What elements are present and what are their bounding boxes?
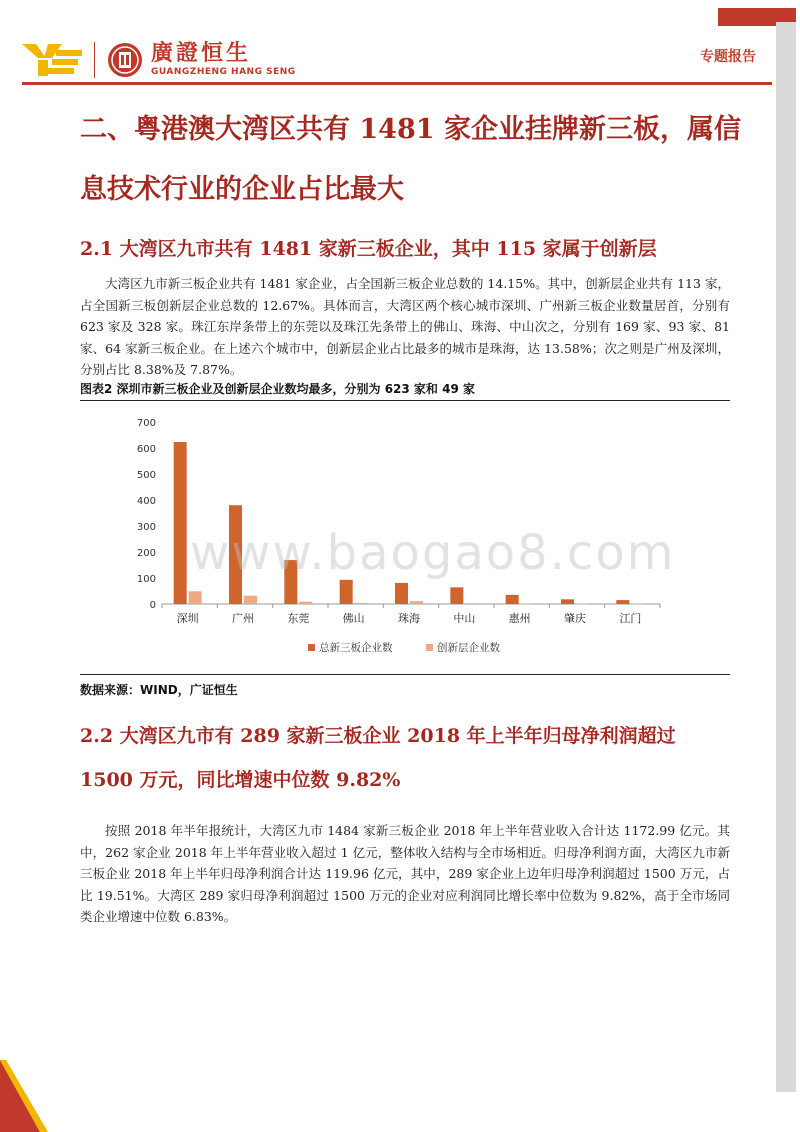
x-tick-label: 肇庆	[564, 612, 586, 625]
bar-total	[561, 599, 574, 604]
y-tick-label: 400	[136, 496, 156, 507]
seal-logo-icon	[107, 42, 143, 78]
bar-total	[450, 587, 463, 604]
x-tick-label: 惠州	[508, 612, 531, 625]
figure-source: 数据来源：WIND，广证恒生	[80, 674, 730, 698]
legend-swatch	[426, 644, 433, 651]
bar-innovation	[576, 604, 589, 605]
bar-total	[395, 583, 408, 604]
x-tick-label: 佛山	[342, 612, 365, 625]
bar-total	[616, 600, 629, 604]
bar-innovation	[355, 603, 368, 604]
paragraph-2: 按照 2018 年半年报统计，大湾区九市 1484 家新三板企业 2018 年上半年营业收入合计达 1172.99 亿元。其中，262 家企业 2018 年上半年营业收入超过 1 亿元，整体收入结构与全市场相近。归母净利润方面，大湾区九市新三板企业 2018 年上半年归母净利润合计达 119.96 亿元，其中，289 家企业上边年归母净利润超过 1500 万元，占比 19.51%。大湾区 289 家归母净利润超过 1500 万元的企业对应利润同比增长率中位数为 9.82%，高于全市场同类企业增速中位数 6.83%。	[80, 823, 730, 924]
bar-innovation	[189, 591, 202, 604]
y-tick-label: 500	[136, 470, 156, 481]
y-tick-label: 600	[136, 444, 156, 455]
bar-innovation	[465, 603, 478, 604]
ye-logo-icon	[22, 42, 84, 78]
paragraph-1: 大湾区九市新三板企业共有 1481 家企业，占全国新三板企业总数的 14.15%。其中，创新层企业共有 113 家，占全国新三板创新层企业总数的 12.67%。具体而言，大湾区两个核心城市深圳、广州新三板企业数量居首，分别有 623 家及 328 家。珠江东岸条带上的东莞以及珠江先条带上的佛山、珠海、中山次之，分别有 169 家、93 家、81 家、64 家新三板企业。在上述六个城市中，创新层企业占比最多的城市是珠海，达 13.58%；次之则是广州及深圳，分别占比 8.38%及 7.87%。	[80, 276, 730, 377]
x-tick-label: 深圳	[176, 612, 199, 625]
y-tick-label: 700	[136, 418, 156, 429]
section-title: 二、粤港澳大湾区共有 1481 家企业挂牌新三板，属信息技术行业的企业占比最大	[80, 114, 741, 205]
legend-swatch	[308, 644, 315, 651]
bar-total	[506, 595, 519, 604]
bar-innovation	[299, 602, 312, 604]
legend-label: 总新三板企业数	[319, 642, 393, 654]
logo-divider	[94, 42, 95, 78]
side-accent-bar	[776, 22, 796, 1092]
x-tick-label: 江门	[619, 612, 642, 625]
x-tick-label: 珠海	[398, 612, 420, 625]
watermark: www.baogao8.com	[190, 525, 676, 581]
y-tick-label: 0	[149, 600, 156, 611]
subsection-title-1: 2.1 大湾区九市共有 1481 家新三板企业，其中 115 家属于创新层	[80, 238, 657, 260]
company-name-cn: 廣證恒生	[151, 41, 252, 66]
y-tick-label: 200	[136, 548, 156, 559]
header-divider	[22, 82, 772, 85]
x-tick-label: 中山	[453, 612, 476, 625]
legend-label: 创新层企业数	[437, 642, 500, 654]
y-tick-label: 100	[136, 574, 156, 585]
x-tick-label: 东莞	[287, 612, 310, 625]
bar-innovation	[244, 596, 257, 604]
bar-innovation	[410, 601, 423, 604]
corner-decoration	[0, 1060, 60, 1132]
company-logo	[22, 40, 296, 80]
company-name-en: GUANGZHENG HANG SENG	[151, 67, 296, 77]
y-tick-label: 300	[136, 522, 156, 533]
bar-total	[174, 442, 187, 604]
figure-title: 图表2 深圳市新三板企业及创新层企业数均最多，分别为 623 家和 49 家	[80, 380, 730, 401]
bar-innovation	[521, 604, 534, 605]
report-type-label: 专题报告	[700, 49, 756, 65]
bar-innovation	[631, 604, 644, 605]
subsection-title-2: 2.2 大湾区九市有 289 家新三板企业 2018 年上半年归母净利润超过 1500 万元，同比增速中位数 9.82%	[80, 725, 676, 791]
bar-total	[340, 580, 353, 604]
x-tick-label: 广州	[232, 612, 254, 625]
